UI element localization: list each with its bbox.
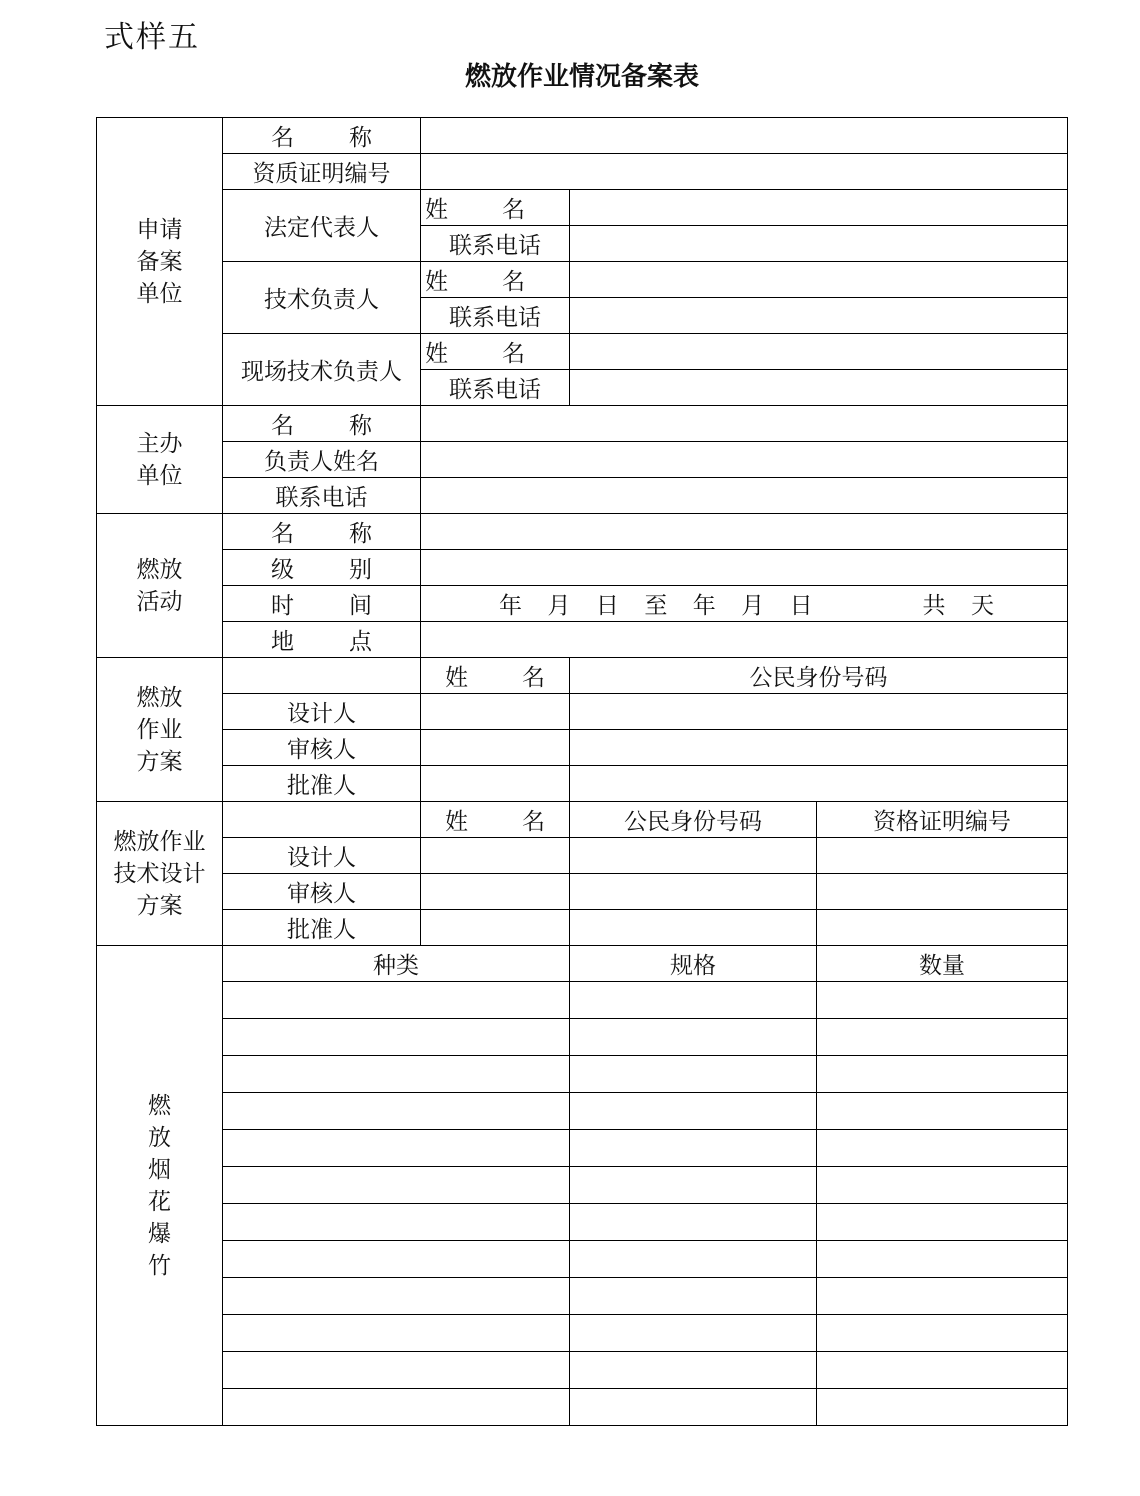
fireworks-qty-field[interactable] — [817, 1315, 1068, 1352]
fireworks-spec-field[interactable] — [570, 1241, 817, 1278]
legal-rep-label: 法定代表人 — [223, 190, 421, 262]
fireworks-type-field[interactable] — [223, 1315, 570, 1352]
tech-plan-approver-cert-field[interactable] — [817, 910, 1068, 946]
tech-plan-designer-name-field[interactable] — [421, 838, 570, 874]
tech-plan-approver-label: 批准人 — [223, 910, 421, 946]
fireworks-spec-field[interactable] — [570, 1093, 817, 1130]
activity-section-label: 燃放 活动 — [97, 514, 223, 658]
fireworks-qty-field[interactable] — [817, 1167, 1068, 1204]
fireworks-qty-field[interactable] — [817, 1093, 1068, 1130]
plan-designer-label: 设计人 — [223, 694, 421, 730]
tech-plan-designer-cert-field[interactable] — [817, 838, 1068, 874]
plan-header-blank — [223, 658, 421, 694]
fireworks-section-label: 燃 放 烟 花 爆 竹 — [97, 946, 223, 1426]
site-tech-lead-name-label: 姓 名 — [421, 334, 570, 370]
fireworks-type-field[interactable] — [223, 1389, 570, 1426]
tech-lead-name-field[interactable] — [570, 262, 1068, 298]
plan-section-label: 燃放 作业 方案 — [97, 658, 223, 802]
tech-plan-reviewer-name-field[interactable] — [421, 874, 570, 910]
fireworks-spec-field[interactable] — [570, 1389, 817, 1426]
fireworks-spec-field[interactable] — [570, 982, 817, 1019]
tech-lead-label: 技术负责人 — [223, 262, 421, 334]
fireworks-type-field[interactable] — [223, 1241, 570, 1278]
fireworks-type-field[interactable] — [223, 1352, 570, 1389]
plan-reviewer-name-field[interactable] — [421, 730, 570, 766]
organizer-leader-label: 负责人姓名 — [223, 442, 421, 478]
fireworks-type-field[interactable] — [223, 1278, 570, 1315]
activity-level-field[interactable] — [421, 550, 1068, 586]
activity-level-label: 级 别 — [223, 550, 421, 586]
legal-rep-name-field[interactable] — [570, 190, 1068, 226]
fireworks-spec-field[interactable] — [570, 1315, 817, 1352]
tech-lead-phone-field[interactable] — [570, 298, 1068, 334]
fireworks-type-field[interactable] — [223, 1204, 570, 1241]
fireworks-spec-field[interactable] — [570, 1019, 817, 1056]
tech-plan-designer-id-field[interactable] — [570, 838, 817, 874]
plan-designer-name-field[interactable] — [421, 694, 570, 730]
fireworks-spec-header: 规格 — [570, 946, 817, 982]
plan-reviewer-label: 审核人 — [223, 730, 421, 766]
tech-lead-name-label: 姓 名 — [421, 262, 570, 298]
tech-plan-designer-label: 设计人 — [223, 838, 421, 874]
tech-plan-header-blank — [223, 802, 421, 838]
legal-rep-phone-field[interactable] — [570, 226, 1068, 262]
fireworks-type-header: 种类 — [223, 946, 570, 982]
legal-rep-name-label: 姓 名 — [421, 190, 570, 226]
tech-plan-name-header: 姓 名 — [421, 802, 570, 838]
tech-plan-reviewer-label: 审核人 — [223, 874, 421, 910]
fireworks-qty-field[interactable] — [817, 1019, 1068, 1056]
fireworks-qty-field[interactable] — [817, 1389, 1068, 1426]
activity-place-field[interactable] — [421, 622, 1068, 658]
applicant-name-label: 名 称 — [223, 118, 421, 154]
tech-plan-cert-header: 资格证明编号 — [817, 802, 1068, 838]
site-tech-lead-label: 现场技术负责人 — [223, 334, 421, 406]
fireworks-type-field[interactable] — [223, 1167, 570, 1204]
tech-plan-approver-id-field[interactable] — [570, 910, 817, 946]
site-tech-lead-phone-label: 联系电话 — [421, 370, 570, 406]
tech-plan-approver-name-field[interactable] — [421, 910, 570, 946]
organizer-phone-field[interactable] — [421, 478, 1068, 514]
organizer-leader-field[interactable] — [421, 442, 1068, 478]
fireworks-spec-field[interactable] — [570, 1056, 817, 1093]
fireworks-qty-field[interactable] — [817, 1130, 1068, 1167]
fireworks-spec-field[interactable] — [570, 1278, 817, 1315]
fireworks-qty-field[interactable] — [817, 982, 1068, 1019]
fireworks-spec-field[interactable] — [570, 1352, 817, 1389]
organizer-section-label: 主办 单位 — [97, 406, 223, 514]
tech-lead-phone-label: 联系电话 — [421, 298, 570, 334]
site-tech-lead-name-field[interactable] — [570, 334, 1068, 370]
organizer-name-field[interactable] — [421, 406, 1068, 442]
fireworks-type-field[interactable] — [223, 1130, 570, 1167]
applicant-section-label: 申请 备案 单位 — [97, 118, 223, 406]
fireworks-spec-field[interactable] — [570, 1204, 817, 1241]
fireworks-spec-field[interactable] — [570, 1167, 817, 1204]
fireworks-qty-field[interactable] — [817, 1204, 1068, 1241]
fireworks-type-field[interactable] — [223, 1019, 570, 1056]
plan-approver-id-field[interactable] — [570, 766, 1068, 802]
plan-reviewer-id-field[interactable] — [570, 730, 1068, 766]
organizer-phone-label: 联系电话 — [223, 478, 421, 514]
plan-name-header: 姓 名 — [421, 658, 570, 694]
fireworks-type-field[interactable] — [223, 982, 570, 1019]
activity-time-field[interactable]: 年 月 日 至 年 月 日 共 天 — [421, 586, 1068, 622]
applicant-cert-field[interactable] — [421, 154, 1068, 190]
plan-approver-name-field[interactable] — [421, 766, 570, 802]
tech-plan-reviewer-cert-field[interactable] — [817, 874, 1068, 910]
activity-name-label: 名 称 — [223, 514, 421, 550]
site-tech-lead-phone-field[interactable] — [570, 370, 1068, 406]
form-style-label: 式样五 — [104, 20, 200, 55]
organizer-name-label: 名 称 — [223, 406, 421, 442]
activity-time-label: 时 间 — [223, 586, 421, 622]
legal-rep-phone-label: 联系电话 — [421, 226, 570, 262]
applicant-cert-label: 资质证明编号 — [223, 154, 421, 190]
filing-form-table — [96, 117, 1068, 1426]
applicant-name-field[interactable] — [421, 118, 1068, 154]
activity-place-label: 地 点 — [223, 622, 421, 658]
tech-plan-reviewer-id-field[interactable] — [570, 874, 817, 910]
fireworks-type-field[interactable] — [223, 1056, 570, 1093]
fireworks-spec-field[interactable] — [570, 1130, 817, 1167]
tech-plan-id-header: 公民身份号码 — [570, 802, 817, 838]
plan-id-header: 公民身份号码 — [570, 658, 1068, 694]
tech-plan-section-label: 燃放作业 技术设计 方案 — [97, 802, 223, 946]
fireworks-qty-field[interactable] — [817, 1352, 1068, 1389]
fireworks-qty-field[interactable] — [817, 1241, 1068, 1278]
activity-name-field[interactable] — [421, 514, 1068, 550]
fireworks-qty-field[interactable] — [817, 1056, 1068, 1093]
plan-approver-label: 批准人 — [223, 766, 421, 802]
plan-designer-id-field[interactable] — [570, 694, 1068, 730]
fireworks-qty-field[interactable] — [817, 1278, 1068, 1315]
fireworks-type-field[interactable] — [223, 1093, 570, 1130]
document-title: 燃放作业情况备案表 — [464, 62, 699, 92]
fireworks-qty-header: 数量 — [817, 946, 1068, 982]
